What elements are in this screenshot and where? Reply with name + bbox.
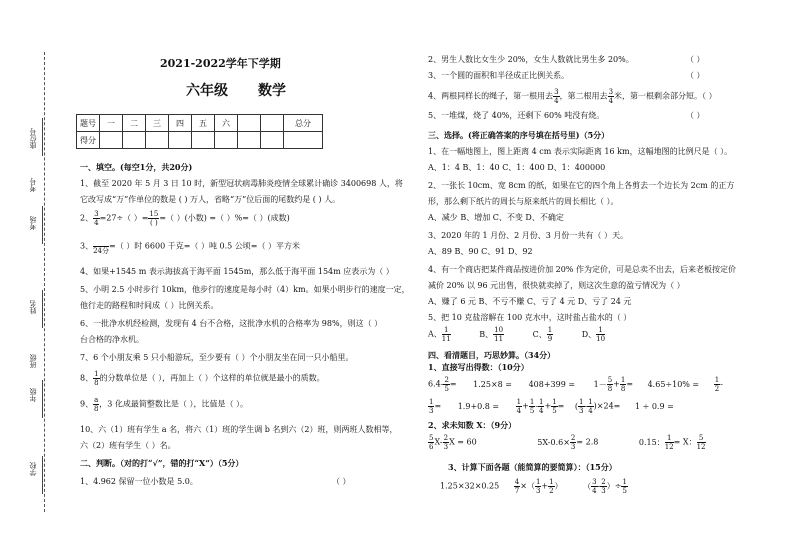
part-1-title: 1、直接写出得数：（10分） bbox=[428, 362, 529, 372]
judgment-4: 4、两根同样长的绳子，第一根用去 $\frac{3}{4}$ ，第二根用去 $\frac{3}{4}$ 米，第一根剩余部分短。（ ） bbox=[428, 88, 717, 105]
name-label: 姓名 bbox=[29, 300, 37, 314]
score-cell: 六 bbox=[215, 115, 238, 132]
score-table-score-row bbox=[77, 132, 323, 149]
fraction: $\frac{1}{11}$ bbox=[441, 326, 451, 343]
choice-3-options: A、89 B、90 C、91 D、92 bbox=[428, 247, 533, 256]
score-cell: 题号 bbox=[77, 115, 100, 132]
mental-math-row-2: $\frac{1}{3}$ = 1.9+0.8 = $\frac{1}{4}$ + $\frac{1}{5}$ - $\frac{1}{4}$ + $\frac{1}{5}$ = ( $\frac{1}{3}$ - $\frac{1}{4}$ )×24= 1 ÷ 0.9 = bbox=[429, 398, 674, 415]
mental-math-row-1: 6.4- $\frac{2}{5}$ = 1.25×8 = 408+399 = 1－ $\frac{5}{8}$ + $\frac{1}{8}$ = 4.65÷10% = $\frac{1}{2}$ - bbox=[428, 376, 723, 393]
fraction: $\frac{1}{8}$ bbox=[620, 376, 626, 393]
score-input-cell[interactable] bbox=[123, 132, 146, 149]
grade-label: 年级 bbox=[29, 388, 37, 402]
seat-number-label: 座位号 bbox=[29, 128, 37, 149]
score-cell: 四 bbox=[169, 115, 192, 132]
score-table bbox=[76, 114, 323, 149]
fraction: $\frac{4}{7}$ bbox=[514, 478, 520, 495]
fraction: $\frac{1}{4}$ bbox=[539, 398, 544, 415]
choice-4-options: A、赚了 6 元 B、不亏不赚 C、亏了 4 元 D、亏了 24 元 bbox=[428, 297, 632, 306]
section-4-title: 四、看清题目，巧思妙算。（34分） bbox=[428, 350, 556, 360]
exam-room-line bbox=[42, 206, 43, 244]
question-5-line-1: 5、小明 2.5 小时步行 10km，他步行的速度是每小时（4）km。如果小明步行的速度一定， bbox=[80, 285, 410, 294]
score-input-cell[interactable] bbox=[192, 132, 215, 149]
score-row-label: 得分 bbox=[77, 132, 100, 149]
fraction: $\frac{1}{4}$ bbox=[516, 398, 522, 415]
question-7: 7、6 个小朋友乘 5 只小船游玩，至少要有（ ）个小朋友坐在同一只小船里。 bbox=[80, 353, 354, 362]
choice-1: 1、在一幅地图上，图上距离 4 cm 表示实际距离 16 km，这幅地图的比例尺是（ ）。 bbox=[428, 147, 733, 156]
judgment-3: 3、一个圆的面积和半径成正比例关系。 bbox=[428, 71, 570, 80]
subject-title: 数学 bbox=[258, 83, 286, 99]
score-input-cell[interactable] bbox=[238, 132, 261, 149]
exam-room-label: 考场 bbox=[29, 216, 37, 230]
judgment-5-answer[interactable]: （ ） bbox=[686, 111, 705, 120]
fraction: $\frac{2}{3}$ bbox=[443, 434, 449, 451]
choice-4-line-1: 4、有一个商店把某件商品按进价加 20% 作为定价，可是总卖不出去，后来老板按定价 bbox=[428, 265, 736, 274]
score-cell: 一 bbox=[100, 115, 123, 132]
equations-row: $\frac{5}{6}$ X- $\frac{2}{3}$ X = 60 5X-0.6× $\frac{2}{3}$ = 2.8 0.15： $\frac{1}{12}$ = X： $\frac{5}{12}$ bbox=[429, 434, 706, 451]
fraction: $\frac{1}{9}$ bbox=[547, 326, 553, 343]
fraction: $\frac{5}{6}$ bbox=[429, 434, 434, 451]
part-2-title: 2、求未知数 X：（9分） bbox=[428, 420, 517, 430]
section-3-title: 三、选择。(将正确答案的序号填在括号里)（5分） bbox=[428, 130, 610, 140]
part-3-title: 3、计算下面各题（能简算的要简算）：（15分） bbox=[448, 462, 617, 472]
fraction: $\frac{2}{5}$ bbox=[444, 376, 449, 393]
score-input-cell[interactable] bbox=[169, 132, 192, 149]
question-3: 3、 24分 =（ ）时 6600 千克=（ ）吨 0.5 公顷=（ ）平方米 bbox=[80, 238, 300, 255]
fraction: $\frac{2}{3}$ bbox=[570, 434, 576, 451]
fraction: $\frac{1}{5}$ bbox=[529, 398, 535, 415]
choice-2-options: A、减少 B、增加 C、不变 D、不确定 bbox=[428, 213, 564, 222]
score-input-cell[interactable] bbox=[261, 132, 284, 149]
binding-line bbox=[44, 52, 45, 512]
fraction: $\frac{3}{4}$ bbox=[94, 210, 99, 227]
fraction: $\frac{1}{4}$ bbox=[588, 398, 593, 415]
judgment-2-answer[interactable]: （ ） bbox=[686, 55, 705, 64]
judgment-2: 2、男生人数比女生少 20%，女生人数就比男生多 20%。 bbox=[428, 55, 634, 64]
fraction: 24分 bbox=[93, 238, 109, 255]
fraction: $\frac{3}{4}$ bbox=[554, 88, 559, 105]
fraction: $\frac{1}{8}$ bbox=[94, 370, 99, 387]
score-cell: 五 bbox=[192, 115, 215, 132]
judgment-3-answer[interactable]: （ ） bbox=[686, 71, 705, 80]
choice-2-line-2: 形，那么剩下纸片的周长与原来纸片的周长相比（ ）。 bbox=[428, 197, 619, 206]
fraction: $\frac{1}{12}$ bbox=[664, 434, 674, 451]
score-cell bbox=[261, 115, 284, 132]
fraction: $\frac{5}{12}$ bbox=[696, 434, 706, 451]
choice-3: 3、2020 年的 1 月份、2 月份、3 月份一共有（ ）天。 bbox=[428, 231, 628, 240]
choice-5-options: A、 $\frac{1}{11}$ B、 $\frac{10}{11}$ C、 $\frac{1}{9}$ D、 $\frac{1}{10}$ bbox=[428, 326, 606, 343]
score-table-header-row bbox=[77, 115, 323, 132]
section-1-title: 一、填空。(每空1分，共20分) bbox=[80, 162, 193, 172]
question-6-line-1: 6、一批净水机经检测，发现有 4 台不合格，这批净水机的合格率为 98%，则这（ ） bbox=[80, 319, 383, 328]
class-label: 班级 bbox=[29, 354, 37, 368]
question-5-line-2: 他行走的路程和时间成（ ）比例关系。 bbox=[80, 301, 219, 310]
question-6-line-2: 台合格的净水机。 bbox=[80, 335, 144, 344]
fraction: $\frac{1}{3}$ bbox=[579, 398, 584, 415]
question-8: 8、 $\frac{1}{8}$ 的分数单位是（ ），再加上（ ）个这样的单位就是最小的质数。 bbox=[80, 370, 325, 387]
fraction: $\frac{2}{3}$ bbox=[601, 478, 606, 495]
fraction: $\frac{3}{4}$ bbox=[608, 88, 614, 105]
fraction: $\frac{3}{4}$ bbox=[592, 478, 597, 495]
fraction: $\frac{1}{5}$ bbox=[622, 478, 627, 495]
fraction: $\frac{5}{8}$ bbox=[607, 376, 613, 393]
grade-line bbox=[42, 380, 43, 418]
grade-title: 六年级 bbox=[186, 83, 228, 99]
calculation-row: 1.25×32×0.25 $\frac{4}{7}$ ×（ $\frac{1}{3}$ + $\frac{1}{2}$ ） （ $\frac{3}{4}$ - $\frac{2}{3}$ ）÷ $\frac{1}{5}$ bbox=[440, 478, 627, 495]
seat-line bbox=[42, 118, 43, 156]
choice-2-line-1: 2、一张长 10cm、宽 8cm 的纸，如果在它的四个角上各剪去一个边长为 2cm 的正方 bbox=[428, 181, 735, 190]
total-score-input-cell[interactable] bbox=[284, 132, 323, 149]
term-title: 2021-2022学年下学期 bbox=[160, 57, 281, 70]
score-input-cell[interactable] bbox=[100, 132, 123, 149]
score-cell: 二 bbox=[123, 115, 146, 132]
score-cell bbox=[238, 115, 261, 132]
choice-4-line-2: 减价 20% 以 96 元出售，很快就卖掉了，则这次生意的盈亏情况为（ ） bbox=[428, 281, 685, 290]
fraction: $\frac{1}{2}$ bbox=[714, 376, 720, 393]
question-2: 2、 $\frac{3}{4}$ =27÷（ ）= $\frac{15}{( )}$ =（ ）(小数) =（ ）%=（ ）(成数) bbox=[80, 210, 290, 227]
fraction: $\frac{1}{2}$ bbox=[549, 478, 554, 495]
fraction: $\frac{10}{11}$ bbox=[494, 326, 504, 343]
fraction: $\frac{1}{10}$ bbox=[596, 326, 606, 343]
choice-5: 5、把 10 克盐溶解在 100 克水中，这时盐占盐水的（ ） bbox=[428, 313, 632, 322]
fraction: $\frac{1}{3}$ bbox=[429, 398, 434, 415]
question-10-line-1: 10、六（1）班有学生 a 名，将六（1）班的学生调 b 名到六（2）班，则两班人数相等， bbox=[80, 425, 398, 434]
question-4: 4、如果+1545 m 表示海拔高于海平面 1545m，那么低于海平面 154m 应表示为（ ） bbox=[80, 267, 394, 276]
school-label: 学校 bbox=[29, 462, 37, 476]
fraction: $\frac{1}{3}$ bbox=[535, 478, 541, 495]
judgment-5: 5、一堆煤，烧了 40%，还剩下 60% 吨没有烧。 bbox=[428, 111, 605, 120]
fraction: $\frac{a}{8}$ bbox=[93, 396, 99, 413]
score-cell: 三 bbox=[146, 115, 169, 132]
judgment-1-answer[interactable]: （ ） bbox=[332, 477, 351, 486]
total-score-header: 总分 bbox=[284, 115, 323, 132]
exam-number-label: 考号 bbox=[29, 178, 37, 192]
fraction: $\frac{1}{5}$ bbox=[552, 398, 557, 415]
choice-1-options: A、1：4 B、1：40 C、1：400 D、1：400000 bbox=[428, 163, 606, 172]
question-1-line-1: 1、截至 2020 年 5 月 3 日 10 时，新型冠状病毒肺炎疫情全球累计确诊 3400698 人，将 bbox=[80, 179, 403, 188]
question-1-line-2: 它改写成“万”作单位的数是 ( ) 万人，省略“万”位后面的尾数约是 ( ) 人。 bbox=[80, 195, 341, 204]
score-input-cell[interactable] bbox=[215, 132, 238, 149]
question-9: 9、 $\frac{a}{8}$ ，3 化成最简整数比是（ ），比值是（ ）。 bbox=[80, 396, 248, 413]
school-line bbox=[42, 456, 43, 494]
fraction: $\frac{15}{( )}$ bbox=[149, 210, 159, 227]
judgment-1: 1、4.962 保留一位小数是 5.0。 bbox=[80, 477, 198, 486]
name-line bbox=[42, 290, 43, 328]
section-2-title: 二、判断。（对的打“√”，错的打“X”）（5分） bbox=[80, 458, 244, 468]
score-input-cell[interactable] bbox=[146, 132, 169, 149]
question-10-line-2: 六（2）班有学生（ ）名。 bbox=[80, 441, 176, 450]
